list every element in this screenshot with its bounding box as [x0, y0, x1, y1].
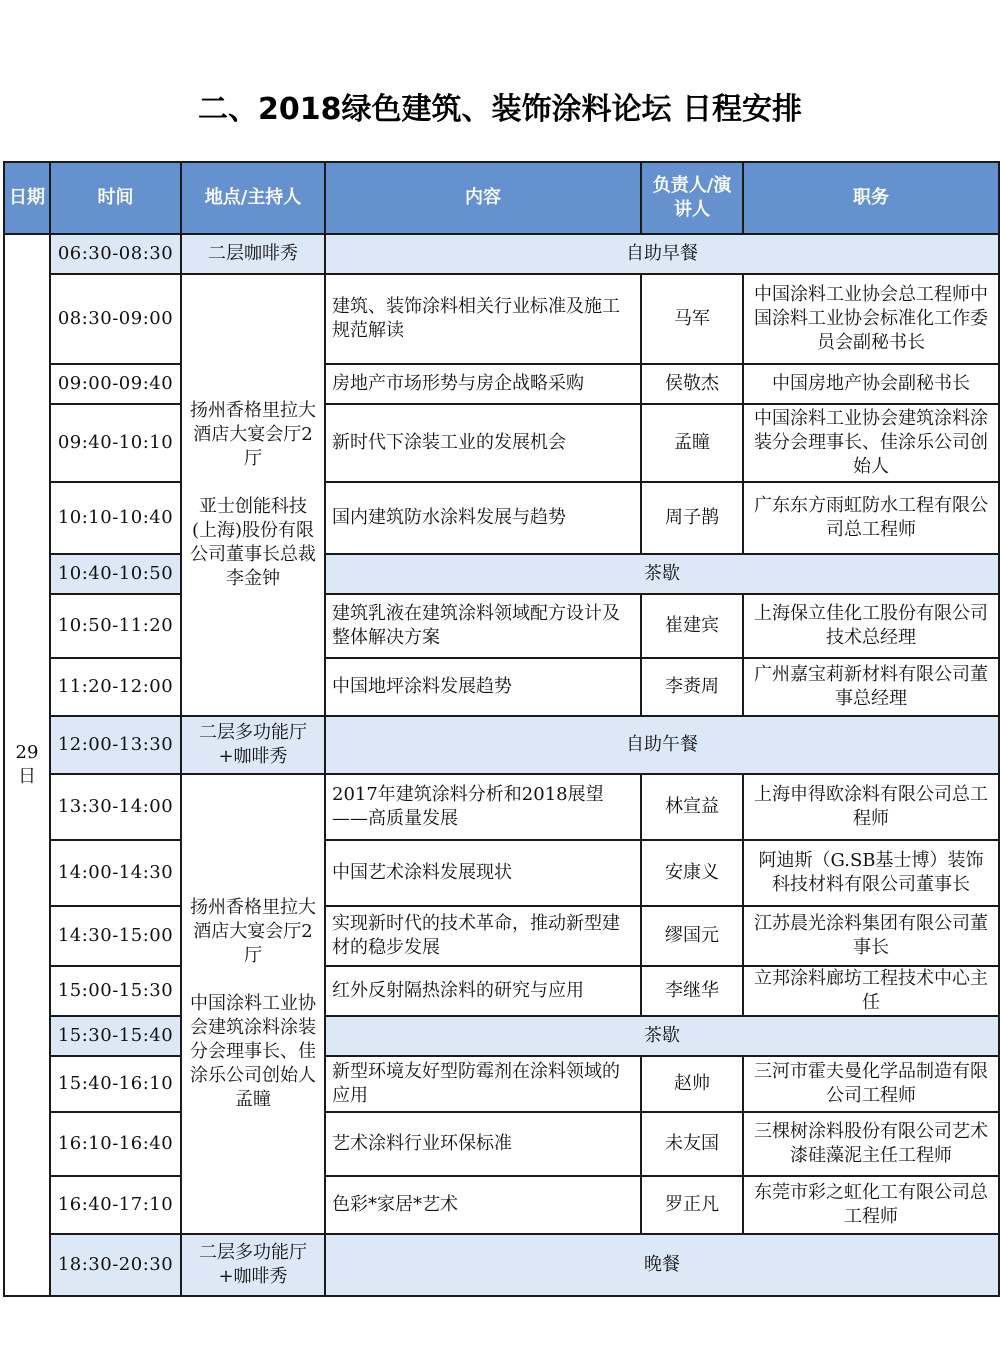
position-cell: 上海保立佳化工股份有限公司技术总经理 — [743, 594, 999, 658]
location-text: 扬州香格里拉大酒店大宴会厅2厅 — [190, 897, 316, 966]
content-cell: 2017年建筑涂料分析和2018展望——高质量发展 — [325, 774, 641, 840]
time-cell: 09:40-10:10 — [50, 404, 181, 482]
content-cell: 中国地坪涂料发展趋势 — [325, 658, 641, 716]
header-row — [4, 162, 999, 234]
time-cell: 16:10-16:40 — [50, 1112, 181, 1176]
content-cell: 红外反射隔热涂料的研究与应用 — [325, 966, 641, 1016]
time-cell: 08:30-09:00 — [50, 274, 181, 364]
content-cell: 中国艺术涂料发展现状 — [325, 840, 641, 906]
content-cell: 建筑、装饰涂料相关行业标准及施工规范解读 — [325, 274, 641, 364]
content-cell: 国内建筑防水涂料发展与趋势 — [325, 482, 641, 554]
position-cell: 广州嘉宝莉新材料有限公司董事总经理 — [743, 658, 999, 716]
break-cell: 自助午餐 — [325, 716, 999, 774]
table-row — [4, 1016, 999, 1056]
break-cell: 茶歇 — [325, 554, 999, 594]
time-cell: 13:30-14:00 — [50, 774, 181, 840]
time-cell: 18:30-20:30 — [50, 1234, 181, 1296]
table-row — [4, 554, 999, 594]
table-row — [4, 1234, 999, 1296]
time-cell: 16:40-17:10 — [50, 1176, 181, 1234]
break-cell: 茶歇 — [325, 1016, 999, 1056]
header-location-host: 地点/主持人 — [181, 162, 325, 234]
header-time: 时间 — [50, 162, 181, 234]
position-cell: 三河市霍夫曼化学品制造有限公司工程师 — [743, 1056, 999, 1112]
time-cell: 11:20-12:00 — [50, 658, 181, 716]
position-cell: 中国涂料工业协会建筑涂料涂装分会理事长、佳涂乐公司创始人 — [743, 404, 999, 482]
table-row — [4, 1056, 999, 1112]
position-cell: 阿迪斯（G.SB基士博）装饰科技材料有限公司董事长 — [743, 840, 999, 906]
header-position: 职务 — [743, 162, 999, 234]
host-text: 亚士创能科技(上海)股份有限公司董事长总裁李金钟 — [190, 496, 316, 589]
time-cell: 10:50-11:20 — [50, 594, 181, 658]
table-row — [4, 906, 999, 966]
table-row — [4, 594, 999, 658]
position-cell: 东莞市彩之虹化工有限公司总工程师 — [743, 1176, 999, 1234]
speaker-cell: 未友国 — [641, 1112, 743, 1176]
speaker-cell: 林宣益 — [641, 774, 743, 840]
content-cell: 新型环境友好型防霉剂在涂料领域的应用 — [325, 1056, 641, 1112]
table-row — [4, 274, 999, 364]
time-cell: 10:40-10:50 — [50, 554, 181, 594]
time-cell: 15:30-15:40 — [50, 1016, 181, 1056]
header-speaker: 负责人/演讲人 — [641, 162, 743, 234]
table-row — [4, 716, 999, 774]
content-cell: 房地产市场形势与房企战略采购 — [325, 364, 641, 404]
speaker-cell: 赵帅 — [641, 1056, 743, 1112]
place-cell: 二层咖啡秀 — [181, 234, 325, 274]
speaker-cell: 罗正凡 — [641, 1176, 743, 1234]
content-cell: 实现新时代的技术革命，推动新型建材的稳步发展 — [325, 906, 641, 966]
time-cell: 06:30-08:30 — [50, 234, 181, 274]
table-row — [4, 1112, 999, 1176]
table-row — [4, 234, 999, 274]
content-cell: 建筑乳液在建筑涂料领域配方设计及整体解决方案 — [325, 594, 641, 658]
speaker-cell: 周子鹊 — [641, 482, 743, 554]
table-row — [4, 774, 999, 840]
break-cell: 晚餐 — [325, 1234, 999, 1296]
position-cell: 立邦涂料廊坊工程技术中心主任 — [743, 966, 999, 1016]
table-row — [4, 840, 999, 906]
time-cell: 15:40-16:10 — [50, 1056, 181, 1112]
speaker-cell: 缪国元 — [641, 906, 743, 966]
table-row — [4, 1176, 999, 1234]
table-row — [4, 966, 999, 1016]
time-cell: 15:00-15:30 — [50, 966, 181, 1016]
table-row — [4, 404, 999, 482]
header-content: 内容 — [325, 162, 641, 234]
time-cell: 14:30-15:00 — [50, 906, 181, 966]
content-cell: 色彩*家居*艺术 — [325, 1176, 641, 1234]
speaker-cell: 安康义 — [641, 840, 743, 906]
speaker-cell: 李赉周 — [641, 658, 743, 716]
time-cell: 09:00-09:40 — [50, 364, 181, 404]
table-row — [4, 364, 999, 404]
time-cell: 10:10-10:40 — [50, 482, 181, 554]
table-row — [4, 658, 999, 716]
table-row — [4, 482, 999, 554]
speaker-cell: 孟瞳 — [641, 404, 743, 482]
position-cell: 广东东方雨虹防水工程有限公司总工程师 — [743, 482, 999, 554]
day-cell: 29日 — [4, 234, 50, 1296]
page-title: 二、2018绿色建筑、装饰涂料论坛 日程安排 — [198, 92, 802, 127]
position-cell: 三棵树涂料股份有限公司艺术漆硅藻泥主任工程师 — [743, 1112, 999, 1176]
location-host-cell — [181, 774, 325, 1234]
speaker-cell: 马军 — [641, 274, 743, 364]
time-cell: 14:00-14:30 — [50, 840, 181, 906]
header-date: 日期 — [4, 162, 50, 234]
schedule-table — [3, 161, 1000, 1297]
speaker-cell: 崔建宾 — [641, 594, 743, 658]
break-cell: 自助早餐 — [325, 234, 999, 274]
position-cell: 上海申得欧涂料有限公司总工程师 — [743, 774, 999, 840]
content-cell: 艺术涂料行业环保标准 — [325, 1112, 641, 1176]
position-cell: 江苏晨光涂料集团有限公司董事长 — [743, 906, 999, 966]
location-host-cell — [181, 274, 325, 716]
speaker-cell: 李继华 — [641, 966, 743, 1016]
place-cell: 二层多功能厅+咖啡秀 — [181, 1234, 325, 1296]
time-cell: 12:00-13:30 — [50, 716, 181, 774]
place-cell: 二层多功能厅+咖啡秀 — [181, 716, 325, 774]
speaker-cell: 侯敬杰 — [641, 364, 743, 404]
position-cell: 中国房地产协会副秘书长 — [743, 364, 999, 404]
position-cell: 中国涂料工业协会总工程师中国涂料工业协会标准化工作委员会副秘书长 — [743, 274, 999, 364]
content-cell: 新时代下涂装工业的发展机会 — [325, 404, 641, 482]
host-text: 中国涂料工业协会建筑涂料涂装分会理事长、佳涂乐公司创始人孟瞳 — [190, 993, 316, 1110]
location-text: 扬州香格里拉大酒店大宴会厅2厅 — [190, 400, 316, 469]
